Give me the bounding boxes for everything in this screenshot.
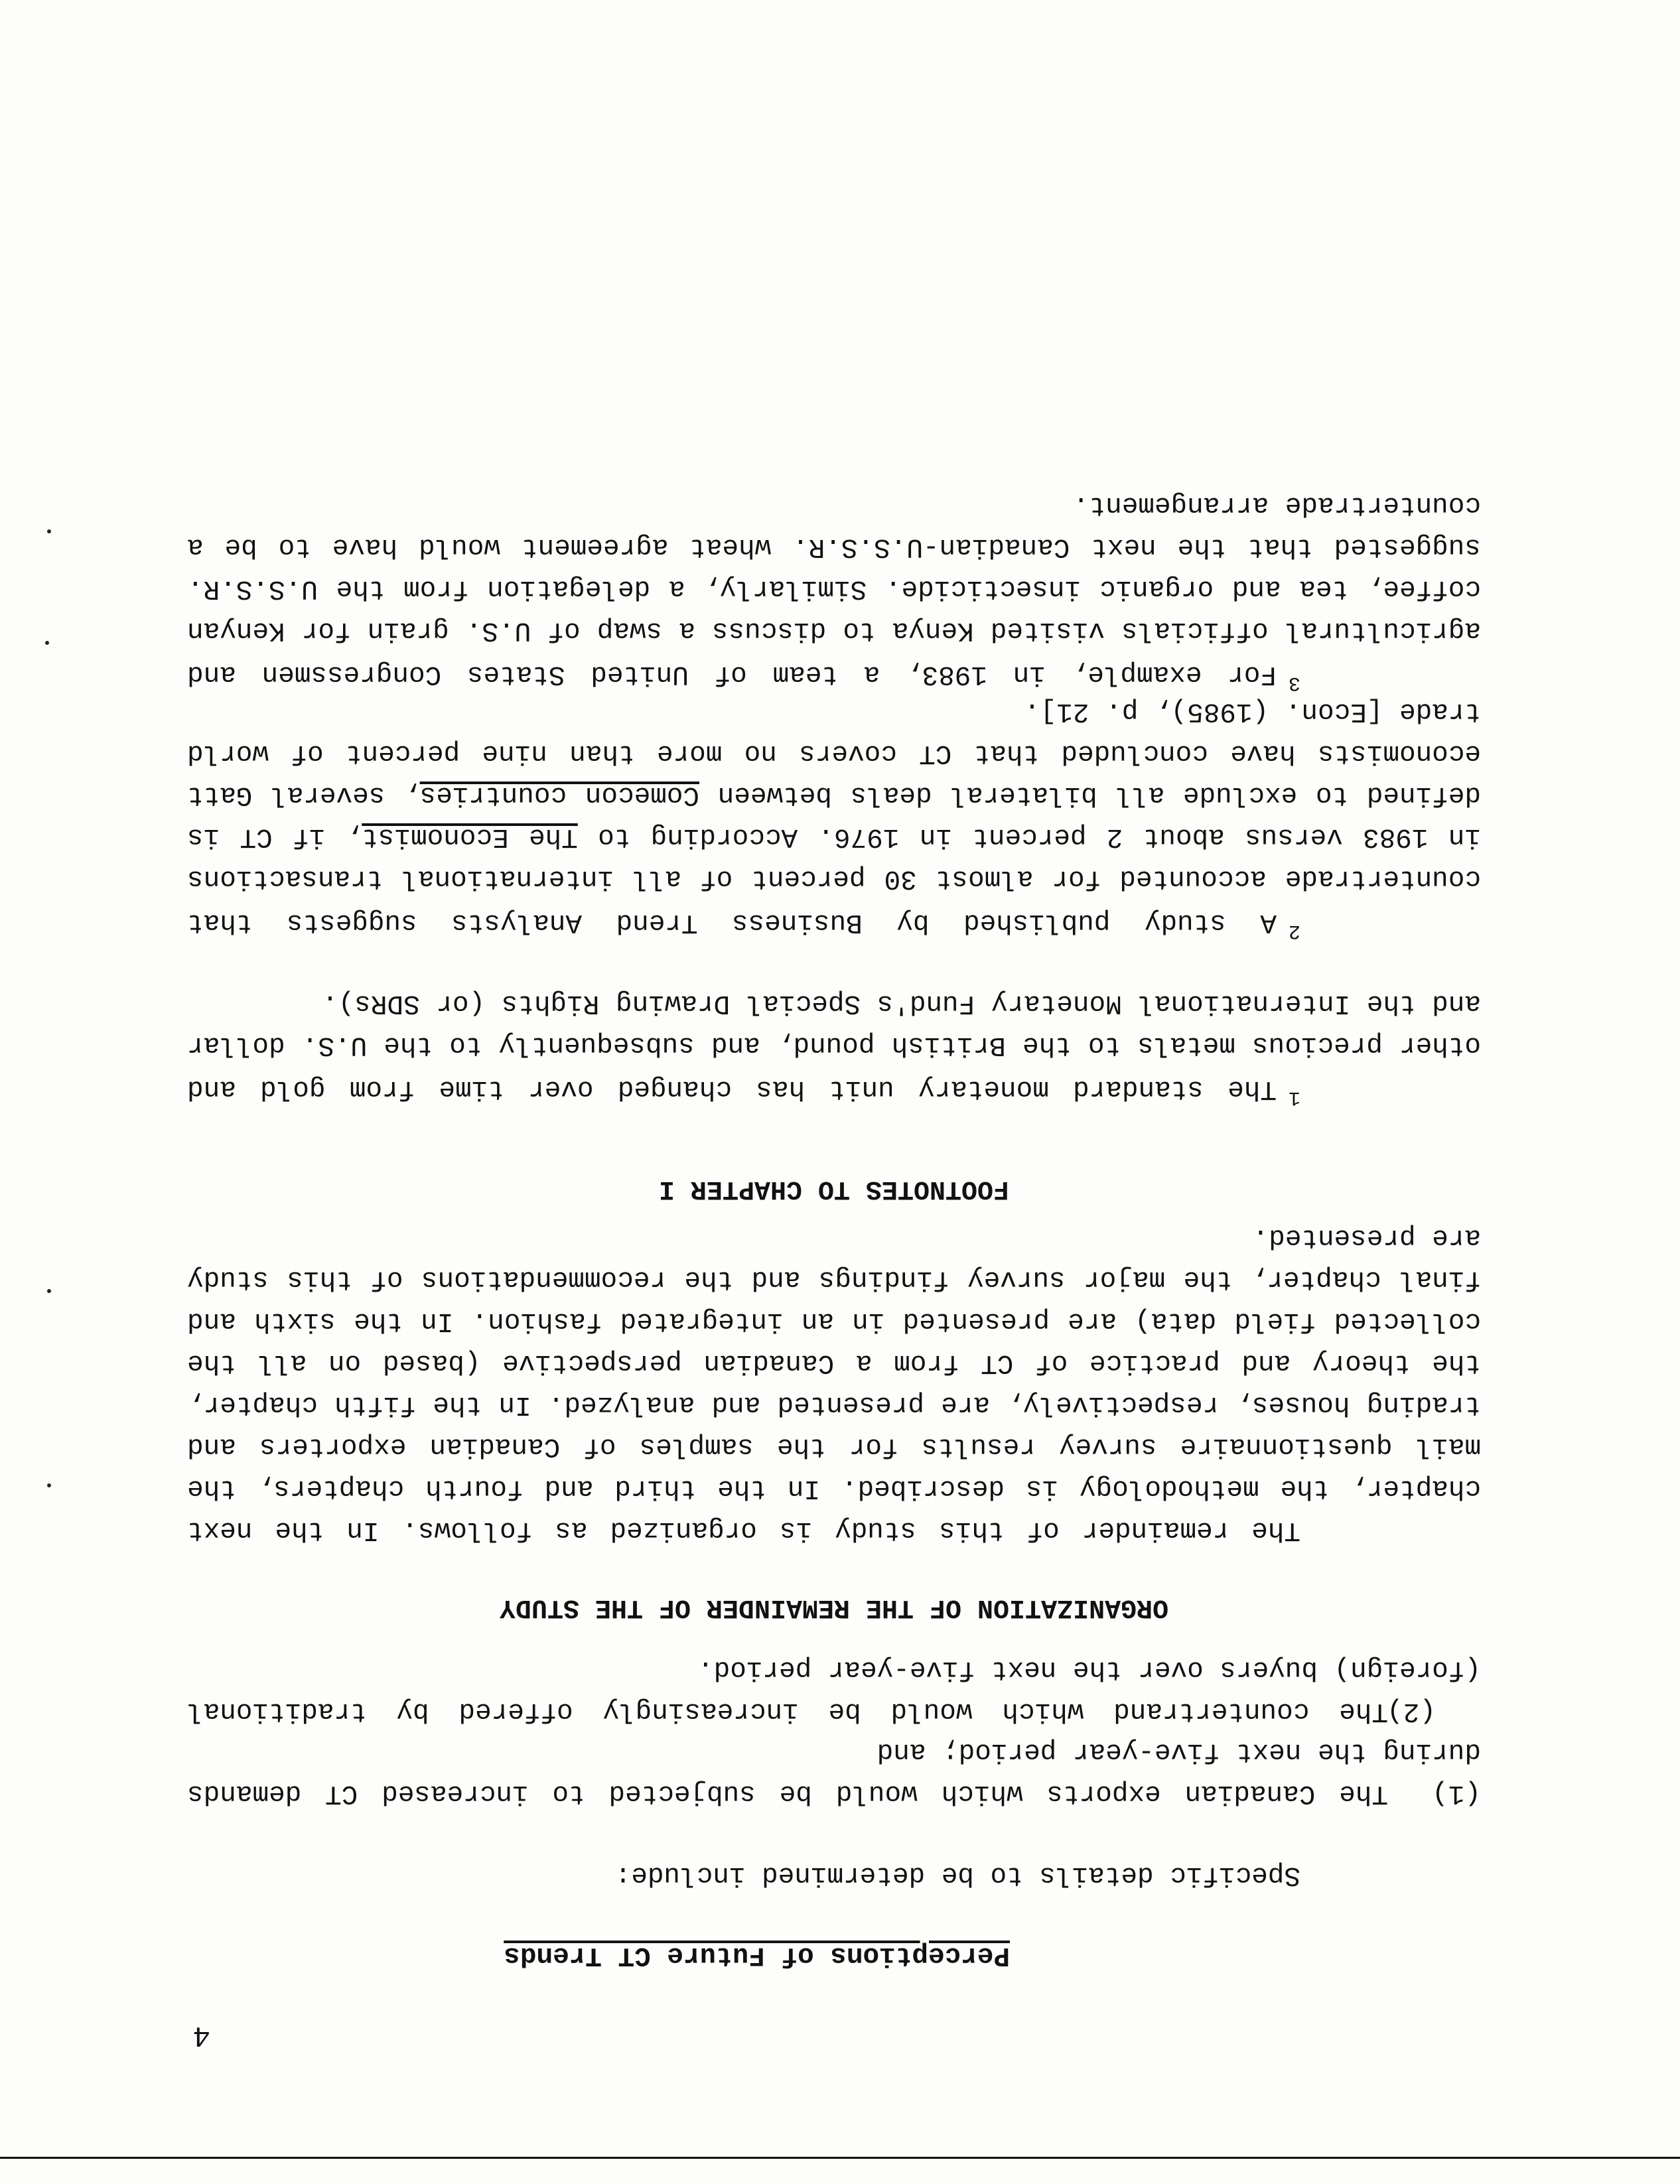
organization-paragraph: The remainder of this study is organized as follows. In the next chapter, the methodology is described. In the third and fourth chapters, the mail questionnaire survey results for the samples of Canadian exporters and trading houses, respectively, are presented and analyzed. In the fifth chapter, the theory and practice of CT from a Canadian perspective (based on all the collected field data) are presented in an integrated fashion. In the sixth and final chapter, the major survey findings and the recommendations of this study are presented. xyxy=(187,1222,1481,1545)
footnote-1 xyxy=(187,982,1481,1109)
footnote-text: A study published by Business Trend Analysts suggests that countertrade accounted for almost 30 percent of all international transactions in 1983 versus about 2 percent in 1976. According to xyxy=(187,821,1481,937)
criteria-item-marker: (1) xyxy=(1432,1778,1481,1809)
footnote-2 xyxy=(187,690,1481,943)
footnote-3 xyxy=(187,484,1481,695)
criteria-item-text: The countertrand which would be increasingly offered by traditional (foreign) buyers over the next five-year period. xyxy=(187,1654,1481,1726)
footnote-text: The standard monetary unit has changed over time from gold and other precious metals to the British pound, and subsequently to the U.S. dollar and the International Monetary Fund's Special Drawing Rights (or SDRs). xyxy=(187,988,1481,1104)
footnote-text: , several Gatt economists have concluded that CT covers no more than nine percent of world trade [Econ. (1985), p. 21]. xyxy=(187,696,1481,810)
footnote-text: For example, in 1983, a team of United States Congressmen and agricultural officials visited Kenya to discuss a swap of U.S. grain for Kenyan coffee, tea and organic insecticide. Similarly, a delegation from the U.S.S.R. suggested that the next Canadian-U.S.S.R. wheat agreement would have to be a countertrade arrangement. xyxy=(187,490,1481,689)
scan-edge-rule xyxy=(0,2157,1680,2159)
footnote-marker: 1 xyxy=(1288,1086,1300,1109)
footnotes-heading: FOOTNOTES TO CHAPTER I xyxy=(658,1174,1010,1203)
intro-text: Specific details to be determined include: xyxy=(614,1860,1300,1890)
criteria-item-text: The Canadian exports which would be subjected to increased CT demands during the next five-year period; and xyxy=(187,1736,1481,1809)
criteria-item-2 xyxy=(187,1648,1481,1732)
footnote-underlined-term: Comecon countries xyxy=(419,780,699,810)
footnote-text: , if CT is defined to exclude all bilateral deals between xyxy=(187,780,1481,852)
page-number: 4 xyxy=(192,2018,210,2051)
scan-speck xyxy=(45,641,49,645)
footnote-marker: 2 xyxy=(1288,920,1300,942)
footnote-marker: 3 xyxy=(1288,671,1300,694)
criteria-item-1 xyxy=(187,1730,1481,1814)
criteria-item-marker: (2) xyxy=(1387,1696,1436,1726)
scan-speck xyxy=(47,1483,51,1487)
scan-speck xyxy=(47,1289,51,1293)
footnote-publication-title: The Economist xyxy=(362,821,578,852)
section-subheading: Perceptions of Future CT Trends xyxy=(504,1940,1010,1970)
organization-heading: ORGANIZATION OF THE REMAINDER OF THE STUDY xyxy=(499,1592,1169,1622)
scan-speck xyxy=(47,529,51,533)
